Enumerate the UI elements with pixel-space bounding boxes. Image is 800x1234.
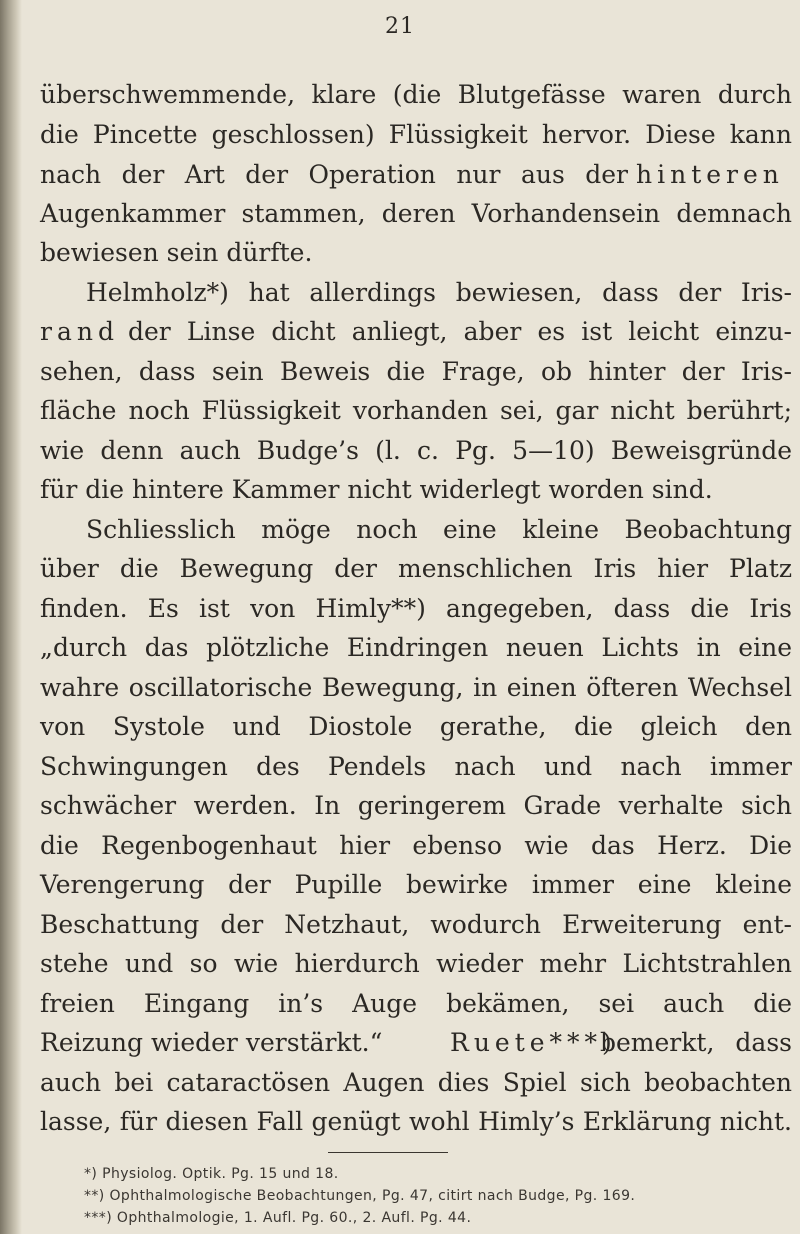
text-line: lasse, für diesen Fall genügt wohl Himly’s Erklärung nicht. bbox=[40, 1107, 792, 1136]
text-line: wahre oscillatorische Bewegung, in einen öfteren Wechsel bbox=[40, 673, 792, 702]
text-line: finden. Es ist von Himly**) angegeben, dass die Iris bbox=[40, 594, 792, 623]
text-line: Beschattung der Netzhaut, wodurch Erweiterung ent- bbox=[40, 910, 792, 939]
text-line: Schliesslich möge noch eine kleine Beobachtung bbox=[86, 515, 792, 544]
text-line: sehen, dass sein Beweis die Frage, ob hinter der Iris- bbox=[40, 357, 792, 386]
text-line: der Linse dicht anliegt, aber es ist leicht einzu- bbox=[128, 317, 792, 346]
text-line: die Regenbogenhaut hier ebenso wie das Herz. Die bbox=[40, 831, 792, 860]
text-line: Augenkammer stammen, deren Vorhandensein demnach bbox=[40, 199, 792, 228]
footnote-rule bbox=[328, 1152, 448, 1153]
book-spine-shadow bbox=[0, 0, 22, 1234]
emphasized-word: Ruete***) bbox=[450, 1028, 617, 1057]
footnote: ***) Ophthalmologie, 1. Aufl. Pg. 60., 2. Aufl. Pg. 44. bbox=[84, 1210, 472, 1226]
text-line: die Pincette geschlossen) Flüssigkeit hervor. Diese kann bbox=[40, 120, 792, 149]
text-line: über die Bewegung der menschlichen Iris hier Platz bbox=[40, 554, 792, 583]
text-line: fläche noch Flüssigkeit vorhanden sei, gar nicht berührt; bbox=[40, 396, 792, 425]
footnote: *) Physiolog. Optik. Pg. 15 und 18. bbox=[84, 1166, 339, 1182]
emphasized-word: rand bbox=[40, 317, 119, 346]
text-line: auch bei cataractösen Augen dies Spiel sich beobachten bbox=[40, 1068, 792, 1097]
text-line: bemerkt, dass bbox=[600, 1028, 792, 1057]
text-line: „durch das plötzliche Eindringen neuen Lichts in eine bbox=[40, 633, 792, 662]
text-line: für die hintere Kammer nicht widerlegt worden sind. bbox=[40, 475, 713, 504]
text-line: schwächer werden. In geringerem Grade verhalte sich bbox=[40, 791, 792, 820]
text-line: stehe und so wie hierdurch wieder mehr Lichtstrahlen bbox=[40, 949, 792, 978]
text-line: nach der Art der Operation nur aus der bbox=[40, 160, 628, 189]
text-line: wie denn auch Budge’s (l. c. Pg. 5—10) Beweisgründe bbox=[40, 436, 792, 465]
text-line: Verengerung der Pupille bewirke immer eine kleine bbox=[40, 870, 792, 899]
text-line: bewiesen sein dürfte. bbox=[40, 238, 313, 267]
emphasized-word: hinteren bbox=[636, 160, 784, 189]
text-line: freien Eingang in’s Auge bekämen, sei auch die bbox=[40, 989, 792, 1018]
text-line: Schwingungen des Pendels nach und nach immer bbox=[40, 752, 792, 781]
text-line: Helmholz*) hat allerdings bewiesen, dass der Iris- bbox=[86, 278, 792, 307]
footnote: **) Ophthalmologische Beobachtungen, Pg. 47, citirt nach Budge, Pg. 169. bbox=[84, 1188, 636, 1204]
text-line: überschwemmende, klare (die Blutgefässe waren durch bbox=[40, 80, 792, 109]
page-number: 21 bbox=[385, 14, 415, 39]
text-line: von Systole und Diostole gerathe, die gleich den bbox=[40, 712, 792, 741]
text-line: Reizung wieder verstärkt.“ bbox=[40, 1028, 383, 1057]
